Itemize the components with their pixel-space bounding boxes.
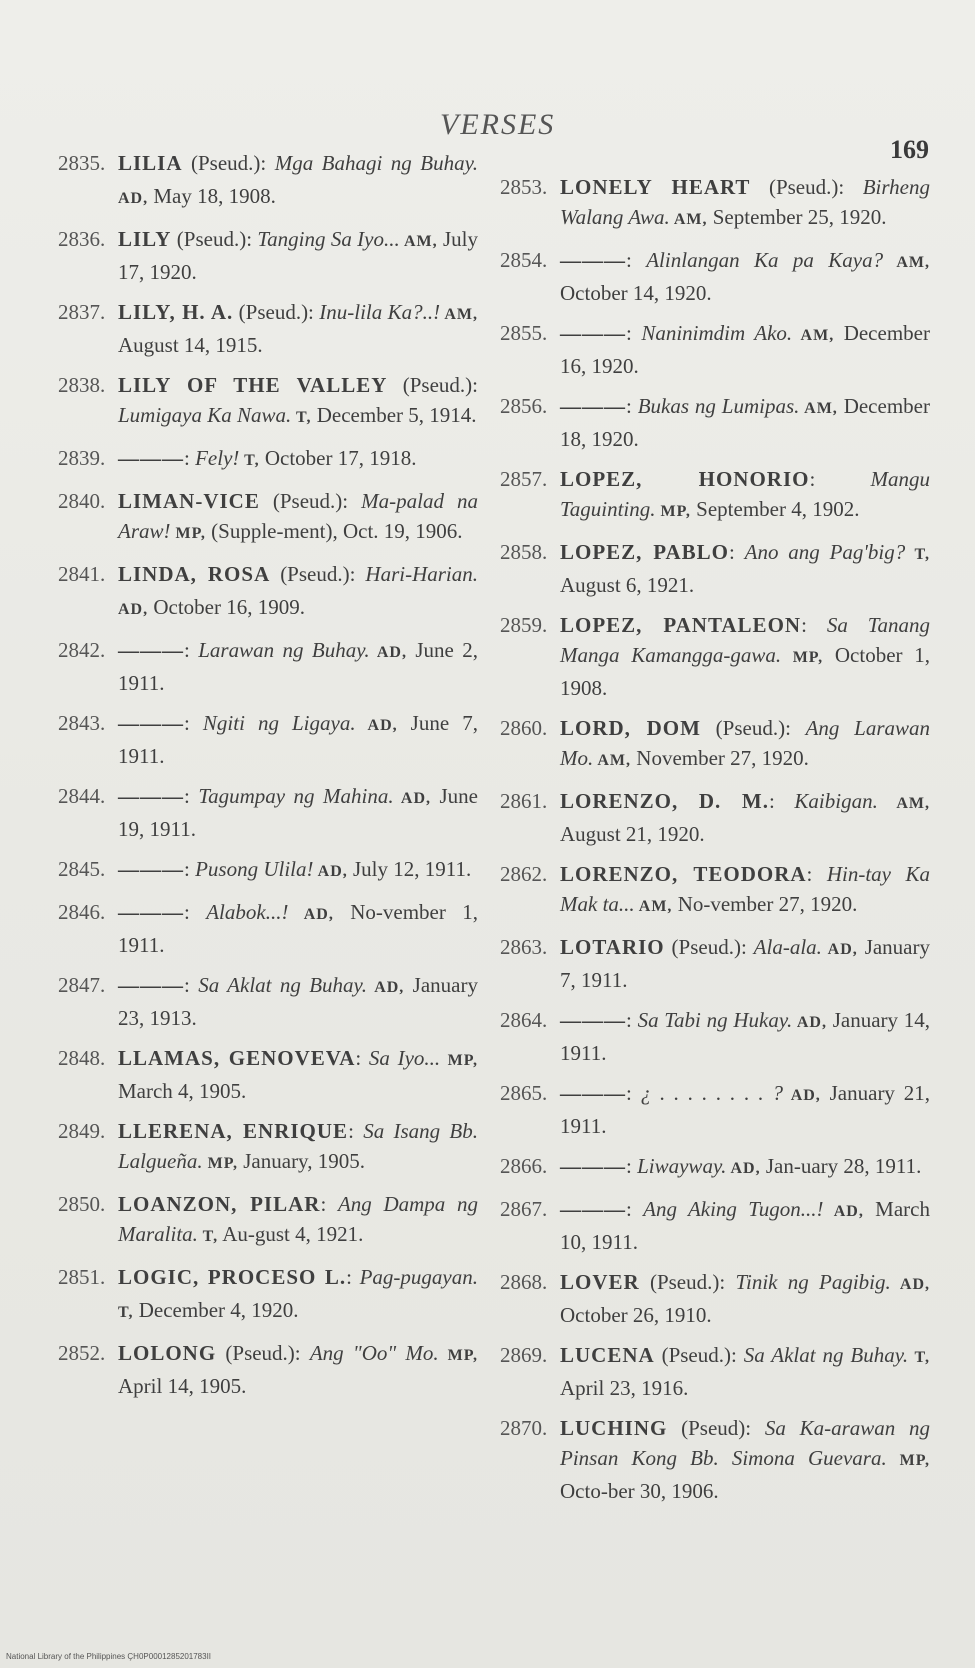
entry-title: Sa Tabi ng Hukay. xyxy=(637,1008,793,1032)
entry-number: 2837. xyxy=(58,300,106,324)
entry-number: 2864. xyxy=(500,1008,548,1032)
entry-author: ——— xyxy=(560,248,626,272)
bibliography-entry xyxy=(500,610,930,703)
entry-number: 2870. xyxy=(500,1416,548,1440)
entry-author: ——— xyxy=(560,1197,626,1221)
entry-source: T, xyxy=(905,546,930,563)
entry-number: 2848. xyxy=(58,1046,106,1070)
bibliography-entry xyxy=(500,1194,930,1257)
bibliography-entry xyxy=(58,148,478,214)
entry-source: AM, xyxy=(399,233,438,250)
entry-date: No-vember 1, 1911. xyxy=(118,900,478,957)
bibliography-entry xyxy=(58,370,478,433)
entry-separator: : xyxy=(729,540,745,564)
entry-source: AM, xyxy=(792,327,835,344)
entry-separator: : xyxy=(320,1192,338,1216)
entry-separator: (Pseud.): xyxy=(182,151,275,175)
entry-date: June 7, 1911. xyxy=(118,711,478,768)
entry-separator: : xyxy=(626,394,638,418)
entry-author: LORENZO, TEODORA xyxy=(560,862,807,886)
entry-number: 2843. xyxy=(58,711,106,735)
entry-number: 2851. xyxy=(58,1265,106,1289)
bibliography-entry xyxy=(500,464,930,527)
entry-source: MP, xyxy=(202,1155,238,1172)
entry-author: LOPEZ, HONORIO xyxy=(560,467,810,491)
entry-separator: (Pseud.): xyxy=(664,935,754,959)
entry-number: 2862. xyxy=(500,862,548,886)
bibliography-entry xyxy=(58,897,478,960)
entry-title: Sa Aklat ng Buhay. xyxy=(743,1343,909,1367)
entry-title: Hari-Harian. xyxy=(365,562,478,586)
bibliography-entry xyxy=(500,1267,930,1330)
entry-date: Au-gust 4, 1921. xyxy=(218,1222,364,1246)
entry-date: August 21, 1920. xyxy=(560,822,705,846)
entry-separator: : xyxy=(184,900,207,924)
entry-number: 2844. xyxy=(58,784,106,808)
entry-separator: (Pseud.): xyxy=(259,489,362,513)
page-number: 169 xyxy=(890,135,929,164)
entry-title: Sa Iyo... xyxy=(368,1046,441,1070)
entry-date: August 6, 1921. xyxy=(560,573,695,597)
entry-author: ——— xyxy=(560,1154,626,1178)
entry-separator: (Pseud.): xyxy=(654,1343,744,1367)
entry-number: 2841. xyxy=(58,562,106,586)
entry-separator: : xyxy=(184,711,203,735)
entry-number: 2838. xyxy=(58,373,106,397)
entry-title: Sa Tanang Manga Kamangga-gawa. xyxy=(560,613,930,667)
entry-source: T, xyxy=(908,1349,930,1366)
entry-separator: : xyxy=(184,446,196,470)
entry-title: Ang Aking Tugon...! xyxy=(643,1197,824,1221)
entry-title: Ang "Oo" Mo. xyxy=(309,1341,439,1365)
entry-number: 2835. xyxy=(58,151,106,175)
entry-title: Alinlangan Ka pa Kaya? xyxy=(646,248,884,272)
entry-number: 2856. xyxy=(500,394,548,418)
bibliography-entry xyxy=(58,708,478,771)
entry-author: LILY OF THE VALLEY xyxy=(118,373,388,397)
entry-number: 2863. xyxy=(500,935,548,959)
entry-title: Mangu Taguinting. xyxy=(560,467,930,521)
entry-number: 2839. xyxy=(58,446,106,470)
entry-number: 2869. xyxy=(500,1343,548,1367)
entry-title: Birheng Walang Awa. xyxy=(560,175,930,229)
entry-date: September 25, 1920. xyxy=(707,205,887,229)
entry-source: AM, xyxy=(877,795,930,812)
entry-source: AD, xyxy=(118,601,149,618)
bibliography-entry xyxy=(500,1340,930,1403)
entry-source: AM, xyxy=(440,306,478,323)
bibliography-entry xyxy=(500,786,930,849)
entry-separator: : xyxy=(184,784,199,808)
bibliography-entry xyxy=(58,443,478,476)
entry-title: Liwayway. xyxy=(637,1154,727,1178)
entry-separator: (Pseud.): xyxy=(171,227,258,251)
entry-separator: : xyxy=(346,1265,360,1289)
entry-source: AD, xyxy=(783,1087,821,1104)
entry-title: Hin-tay Ka Mak ta... xyxy=(560,862,930,916)
entry-number: 2854. xyxy=(500,248,548,272)
entry-separator: (Pseud.): xyxy=(750,175,863,199)
entry-author: ——— xyxy=(118,446,184,470)
entry-separator: (Pseud.): xyxy=(639,1270,736,1294)
entry-title: Pag-pugayan. xyxy=(359,1265,478,1289)
entry-separator: : xyxy=(184,973,199,997)
entry-source: AD, xyxy=(393,790,432,807)
entry-title: Alabok...! xyxy=(206,900,289,924)
entry-separator: : xyxy=(626,1197,644,1221)
entry-date: March 4, 1905. xyxy=(118,1079,247,1103)
entry-title: Ano ang Pag'big? xyxy=(744,540,906,564)
entry-source: AD, xyxy=(821,941,858,958)
entry-title: Ala-ala. xyxy=(753,935,822,959)
entry-number: 2836. xyxy=(58,227,106,251)
entry-title: Fely! xyxy=(195,446,240,470)
entry-date: January 23, 1913. xyxy=(118,973,478,1030)
bibliography-entry xyxy=(500,713,930,776)
entry-number: 2867. xyxy=(500,1197,548,1221)
entry-author: LOLONG xyxy=(118,1341,217,1365)
entry-title: Ma-palad na Araw! xyxy=(118,489,478,543)
entry-author: LOPEZ, PANTALEON xyxy=(560,613,802,637)
bibliography-entry xyxy=(500,1005,930,1068)
entry-separator: (Pseud.): xyxy=(216,1341,310,1365)
bibliography-entry xyxy=(58,297,478,360)
entry-number: 2845. xyxy=(58,857,106,881)
entry-separator: : xyxy=(184,638,199,662)
entry-title: Ang Dampa ng Maralita. xyxy=(118,1192,478,1246)
entry-separator: : xyxy=(768,789,795,813)
bibliography-entry xyxy=(58,781,478,844)
entry-date: December 16, 1920. xyxy=(560,321,930,378)
bibliography-entry xyxy=(500,318,930,381)
entry-number: 2866. xyxy=(500,1154,548,1178)
entry-date: July 17, 1920. xyxy=(118,227,478,284)
entry-date: October 26, 1910. xyxy=(560,1303,712,1327)
entry-number: 2850. xyxy=(58,1192,106,1216)
entry-number: 2855. xyxy=(500,321,548,345)
entry-author: LILY, H. A. xyxy=(118,300,234,324)
bibliography-entry xyxy=(58,1116,478,1179)
entry-date: Octo-ber 30, 1906. xyxy=(560,1479,719,1503)
entry-date: October 16, 1909. xyxy=(148,595,305,619)
entry-author: ——— xyxy=(118,784,184,808)
entry-date: (Supple-ment), Oct. 19, 1906. xyxy=(205,519,463,543)
bibliography-entry xyxy=(500,932,930,995)
entry-date: April 14, 1905. xyxy=(118,1374,247,1398)
bibliography-entry xyxy=(58,486,478,549)
running-title: VERSES xyxy=(440,108,556,141)
entry-date: August 14, 1915. xyxy=(118,333,263,357)
entry-date: November 27, 1920. xyxy=(631,746,809,770)
entry-date: June 2, 1911. xyxy=(118,638,478,695)
entry-author: LILIA xyxy=(118,151,183,175)
entry-separator: : xyxy=(626,1081,641,1105)
bibliography-entry xyxy=(500,391,930,454)
entry-title: ¿ . . . . . . . . ? xyxy=(640,1081,784,1105)
entry-number: 2860. xyxy=(500,716,548,740)
entry-author: ——— xyxy=(118,711,184,735)
entry-author: LONELY HEART xyxy=(560,175,751,199)
entry-date: Jan-uary 28, 1911. xyxy=(760,1154,922,1178)
entry-author: ——— xyxy=(118,900,184,924)
scan-footer: National Library of the Philippines ÇH0P0001285201783II xyxy=(6,1652,212,1661)
entry-date: December 4, 1920. xyxy=(133,1298,299,1322)
entry-separator: : xyxy=(626,248,647,272)
bibliography-entry xyxy=(58,559,478,625)
entry-title: Sa Ka-arawan ng Pinsan Kong Bb. Simona Guevara. xyxy=(560,1416,930,1470)
entry-source: T, xyxy=(291,409,312,426)
entry-source: MP, xyxy=(440,1052,478,1069)
entry-author: ——— xyxy=(560,394,626,418)
entry-date: April 23, 1916. xyxy=(560,1376,689,1400)
entry-date: December 5, 1914. xyxy=(311,403,477,427)
entry-number: 2865. xyxy=(500,1081,548,1105)
entry-number: 2840. xyxy=(58,489,106,513)
entry-separator: (Pseud): xyxy=(667,1416,765,1440)
entry-title: Mga Bahagi ng Buhay. xyxy=(274,151,478,175)
entry-separator: : xyxy=(806,862,827,886)
entry-author: ——— xyxy=(560,1008,626,1032)
entry-author: LINDA, ROSA xyxy=(118,562,271,586)
bibliography-entry xyxy=(58,1189,478,1252)
entry-title: Ang Larawan Mo. xyxy=(560,716,930,770)
entry-date: January 14, 1911. xyxy=(560,1008,931,1065)
entry-author: ——— xyxy=(118,638,184,662)
entry-date: January 21, 1911. xyxy=(560,1081,931,1138)
bibliography-entry xyxy=(58,1043,478,1106)
entry-number: 2868. xyxy=(500,1270,548,1294)
entry-date: October 14, 1920. xyxy=(560,281,712,305)
bibliography-entry xyxy=(58,1262,478,1328)
entry-separator: : xyxy=(626,321,642,345)
right-column xyxy=(500,172,930,1516)
entry-source: AD, xyxy=(890,1276,931,1293)
entry-date: October 1, 1908. xyxy=(560,643,931,700)
entry-author: ——— xyxy=(560,1081,626,1105)
entry-source: T, xyxy=(197,1228,219,1245)
entry-date: July 12, 1911. xyxy=(347,857,472,881)
entry-title: Sa Isang Bb. Lalgueña. xyxy=(118,1119,479,1173)
bibliography-entry xyxy=(500,859,930,922)
entry-date: May 18, 1908. xyxy=(148,184,276,208)
entry-title: Tinik ng Pagibig. xyxy=(735,1270,891,1294)
entry-separator: : xyxy=(626,1154,638,1178)
entry-title: Tanging Sa Iyo... xyxy=(257,227,400,251)
entry-title: Larawan ng Buhay. xyxy=(198,638,370,662)
entry-source: AD, xyxy=(366,979,405,996)
entry-author: LLERENA, ENRIQUE xyxy=(118,1119,349,1143)
entry-separator: (Pseud.): xyxy=(387,373,478,397)
left-column xyxy=(58,148,478,1411)
entry-author: LOVER xyxy=(560,1270,640,1294)
bibliography-entry xyxy=(500,172,930,235)
entry-number: 2842. xyxy=(58,638,106,662)
bibliography-entry xyxy=(58,1338,478,1401)
entry-source: AD, xyxy=(369,644,407,661)
entry-source: AD, xyxy=(118,190,149,207)
entry-number: 2846. xyxy=(58,900,106,924)
entry-number: 2859. xyxy=(500,613,548,637)
entry-source: AD, xyxy=(355,717,398,734)
entry-source: AM, xyxy=(669,211,708,228)
entry-source: AM, xyxy=(634,898,673,915)
entry-source: AM, xyxy=(799,400,838,417)
entry-source: MP, xyxy=(655,503,691,520)
entry-source: AM, xyxy=(593,752,632,769)
entry-date: June 19, 1911. xyxy=(118,784,478,841)
entry-separator: (Pseud.): xyxy=(270,562,366,586)
entry-source: T, xyxy=(118,1304,134,1321)
entry-title: Naninimdim Ako. xyxy=(641,321,793,345)
entry-date: December 18, 1920. xyxy=(560,394,930,451)
bibliography-entry xyxy=(500,1078,930,1141)
entry-title: Inu-lila Ka?..! xyxy=(319,300,441,324)
entry-author: LORENZO, D. M. xyxy=(560,789,769,813)
entry-author: LUCENA xyxy=(560,1343,655,1367)
entry-separator: : xyxy=(801,613,827,637)
entry-author: ——— xyxy=(118,973,184,997)
entry-author: LOTARIO xyxy=(560,935,665,959)
bibliography-entry xyxy=(500,1151,930,1184)
entry-source: T, xyxy=(239,452,260,469)
entry-source: AD, xyxy=(726,1160,761,1177)
entry-title: Sa Aklat ng Buhay. xyxy=(198,973,367,997)
entry-author: LOANZON, PILAR xyxy=(118,1192,321,1216)
bibliography-entry xyxy=(58,970,478,1033)
entry-title: Pusong Ulila! xyxy=(195,857,314,881)
entry-number: 2857. xyxy=(500,467,548,491)
entry-source: MP, xyxy=(438,1347,479,1364)
entry-number: 2861. xyxy=(500,789,548,813)
entry-title: Ngiti ng Ligaya. xyxy=(202,711,356,735)
entry-title: Kaibigan. xyxy=(794,789,878,813)
entry-author: LIMAN-VICE xyxy=(118,489,260,513)
bibliography-entry xyxy=(58,224,478,287)
entry-source: AD, xyxy=(823,1203,864,1220)
entry-title: Lumigaya Ka Nawa. xyxy=(118,403,292,427)
entry-author: LOPEZ, PABLO xyxy=(560,540,730,564)
entry-author: LORD, DOM xyxy=(560,716,701,740)
entry-date: No-vember 27, 1920. xyxy=(672,892,858,916)
entry-source: MP, xyxy=(781,649,824,666)
entry-separator: (Pseud.): xyxy=(233,300,320,324)
entry-number: 2849. xyxy=(58,1119,106,1143)
entry-separator: : xyxy=(348,1119,364,1143)
entry-author: LLAMAS, GENOVEVA xyxy=(118,1046,356,1070)
entry-date: January 7, 1911. xyxy=(560,935,930,992)
entry-number: 2858. xyxy=(500,540,548,564)
entry-separator: : xyxy=(184,857,196,881)
entry-author: ——— xyxy=(118,857,184,881)
bibliography-entry xyxy=(58,854,478,887)
entry-number: 2852. xyxy=(58,1341,106,1365)
entry-number: 2847. xyxy=(58,973,106,997)
bibliography-entry xyxy=(500,245,930,308)
entry-source: AD, xyxy=(313,863,348,880)
entry-date: January, 1905. xyxy=(238,1149,365,1173)
entry-title: Bukas ng Lumipas. xyxy=(637,394,800,418)
entry-source: MP, xyxy=(886,1452,930,1469)
entry-separator: : xyxy=(809,467,871,491)
entry-separator: (Pseud.): xyxy=(700,716,806,740)
entry-source: AD, xyxy=(288,906,334,923)
entry-author: ——— xyxy=(560,321,626,345)
entry-source: AD, xyxy=(792,1014,827,1031)
entry-title: Tagumpay ng Mahina. xyxy=(198,784,394,808)
entry-author: LILY xyxy=(118,227,172,251)
bibliography-entry xyxy=(58,635,478,698)
entry-number: 2853. xyxy=(500,175,548,199)
entry-separator: : xyxy=(626,1008,638,1032)
entry-date: March 10, 1911. xyxy=(560,1197,930,1254)
entry-source: MP, xyxy=(170,525,206,542)
entry-separator: : xyxy=(355,1046,369,1070)
entry-date: October 17, 1918. xyxy=(259,446,417,470)
entry-author: LUCHING xyxy=(560,1416,668,1440)
bibliography-entry xyxy=(500,1413,930,1506)
entry-date: September 4, 1902. xyxy=(690,497,860,521)
entry-author: LOGIC, PROCESO L. xyxy=(118,1265,347,1289)
entry-source: AM, xyxy=(883,254,930,271)
bibliography-entry xyxy=(500,537,930,600)
